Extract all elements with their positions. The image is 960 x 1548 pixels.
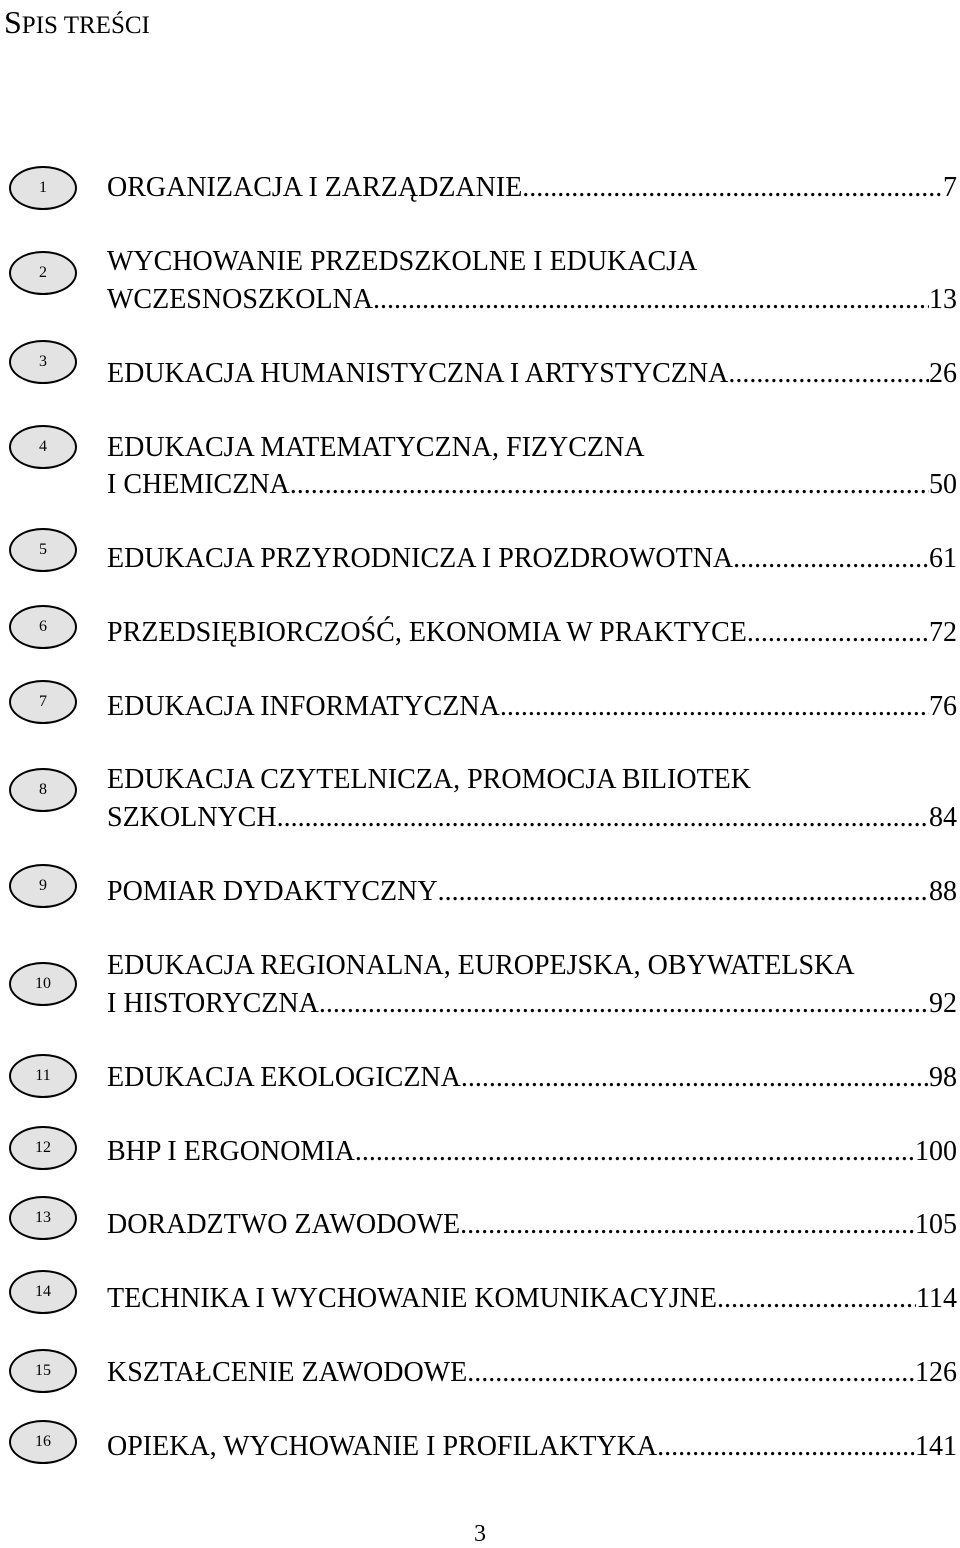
- dot-leader: [728, 356, 929, 392]
- toc-entry-title: KSZTAŁCENIE ZAWODOWE: [107, 1357, 468, 1388]
- section-number-badge: 2: [9, 251, 77, 295]
- toc-entry-title: TECHNIKA I WYCHOWANIE KOMUNIKACYJNE: [107, 1283, 717, 1314]
- toc-entry-title: EDUKACJA HUMANISTYCZNA I ARTYSTYCZNA: [107, 358, 729, 389]
- dot-leader: [733, 541, 929, 577]
- dot-leader: [522, 170, 943, 206]
- toc-entry-line[interactable]: [107, 282, 957, 318]
- page-title-initial: S: [4, 4, 22, 40]
- toc-entry-line[interactable]: [107, 986, 957, 1022]
- toc-entry-page: 76: [929, 691, 957, 722]
- toc-entry-page: 61: [929, 543, 957, 574]
- toc-entry-title: DORADZTWO ZAWODOWE: [107, 1209, 461, 1240]
- toc-entry-line[interactable]: [107, 1134, 957, 1170]
- toc-entry-page: 84: [929, 802, 957, 833]
- section-number-badge: 11: [9, 1054, 77, 1098]
- toc-entry-title: EDUKACJA PRZYRODNICZA I PROZDROWOTNA: [107, 543, 734, 574]
- dot-leader: [373, 282, 929, 318]
- section-number-badge: 15: [9, 1349, 77, 1393]
- section-number-badge: 4: [9, 425, 77, 469]
- toc-entry-page: 100: [915, 1136, 957, 1167]
- dot-leader: [467, 1355, 915, 1391]
- dot-leader: [500, 689, 929, 725]
- section-number-badge: 12: [9, 1126, 77, 1170]
- toc-entry-title: PRZEDSIĘBIORCZOŚĆ, EKONOMIA W PRAKTYCE: [107, 617, 747, 648]
- toc-entry-line[interactable]: [107, 800, 957, 836]
- toc-entry-line[interactable]: [107, 541, 957, 577]
- dot-leader: [657, 1429, 915, 1465]
- section-number-badge: 16: [9, 1420, 77, 1464]
- section-number-badge: 7: [9, 680, 77, 724]
- toc-entry-title: EDUKACJA EKOLOGICZNA: [107, 1062, 461, 1093]
- toc-entry-title: EDUKACJA REGIONALNA, EUROPEJSKA, OBYWATELSKA: [107, 950, 855, 981]
- toc-entry-line[interactable]: [107, 689, 957, 725]
- dot-leader: [438, 874, 929, 910]
- toc-entry-title: OPIEKA, WYCHOWANIE I PROFILAKTYKA: [107, 1431, 658, 1462]
- dot-leader: [355, 1134, 915, 1170]
- section-number-badge: 14: [9, 1270, 77, 1314]
- section-number-badge: 1: [9, 166, 77, 210]
- toc-entry-title-continued: SZKOLNYCH: [107, 802, 277, 833]
- toc-entry-page: 7: [943, 172, 957, 203]
- toc-entry-page: 50: [929, 469, 957, 500]
- dot-leader: [460, 1207, 915, 1243]
- section-number-badge: 13: [9, 1196, 77, 1240]
- toc-entry-page: 98: [929, 1062, 957, 1093]
- section-number-badge: 10: [9, 962, 77, 1006]
- section-number-badge: 8: [9, 768, 77, 812]
- toc-entry-page: 141: [915, 1431, 957, 1462]
- dot-leader: [747, 615, 929, 651]
- toc-entry-line[interactable]: [107, 615, 957, 651]
- toc-entry-title: WYCHOWANIE PRZEDSZKOLNE I EDUKACJA: [107, 246, 698, 277]
- toc-entry-title-continued: I HISTORYCZNA: [107, 988, 319, 1019]
- toc-entry-title: EDUKACJA MATEMATYCZNA, FIZYCZNA: [107, 432, 645, 463]
- toc-entry-line[interactable]: [107, 170, 957, 206]
- toc-entry-page: 114: [916, 1283, 957, 1314]
- dot-leader: [461, 1060, 929, 1096]
- dot-leader: [277, 800, 929, 836]
- dot-leader: [319, 986, 929, 1022]
- dot-leader: [290, 467, 929, 503]
- toc-entry-page: 26: [929, 358, 957, 389]
- toc-entry-page: 92: [929, 988, 957, 1019]
- toc-entry-line[interactable]: [107, 874, 957, 910]
- toc-entry-title: BHP I ERGONOMIA: [107, 1136, 355, 1167]
- toc-entry-line[interactable]: [107, 1429, 957, 1465]
- toc-entry-page: 105: [915, 1209, 957, 1240]
- toc-entry-page: 126: [915, 1357, 957, 1388]
- toc-entry-title: EDUKACJA CZYTELNICZA, PROMOCJA BILIOTEK: [107, 764, 751, 795]
- page-title-rest: PIS TREŚCI: [21, 12, 150, 39]
- section-number-badge: 6: [9, 605, 77, 649]
- toc-entry-line[interactable]: [107, 1060, 957, 1096]
- section-number-badge: 3: [9, 340, 77, 384]
- page-number: 3: [474, 1521, 486, 1547]
- toc-entry-line[interactable]: [107, 1207, 957, 1243]
- toc-entry-line[interactable]: [107, 1281, 957, 1317]
- toc-entry-page: 88: [929, 876, 957, 907]
- toc-entry-page: 72: [929, 617, 957, 648]
- toc-entry-title: ORGANIZACJA I ZARZĄDZANIE: [107, 172, 523, 203]
- section-number-badge: 9: [9, 864, 77, 908]
- toc-entry-title-continued: I CHEMICZNA: [107, 469, 290, 500]
- dot-leader: [717, 1281, 916, 1317]
- toc-entry-page: 13: [929, 284, 957, 315]
- toc-entry-line[interactable]: [107, 1355, 957, 1391]
- toc-entry-line[interactable]: [107, 356, 957, 392]
- toc-entry-line[interactable]: [107, 467, 957, 503]
- toc-entry-title: EDUKACJA INFORMATYCZNA: [107, 691, 500, 722]
- toc-entry-title: POMIAR DYDAKTYCZNY: [107, 876, 438, 907]
- section-number-badge: 5: [9, 528, 77, 572]
- toc-entry-title-continued: WCZESNOSZKOLNA: [107, 284, 373, 315]
